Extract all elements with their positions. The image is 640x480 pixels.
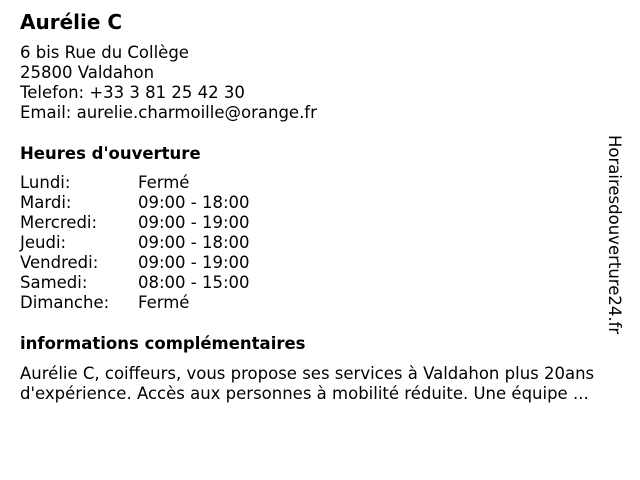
- day-label: Mardi:: [20, 193, 72, 212]
- time-value: 09:00 - 18:00: [138, 233, 250, 252]
- business-name: Aurélie C: [20, 10, 123, 34]
- time-value: Fermé: [138, 293, 190, 312]
- info-line: d'expérience. Accès aux personnes à mobilité réduite. Une équipe ...: [20, 384, 589, 403]
- email-address: Email: aurelie.charmoille@orange.fr: [20, 103, 317, 122]
- day-label: Jeudi:: [20, 233, 67, 252]
- site-watermark: Horairesdouverture24.fr: [605, 135, 624, 335]
- time-value: 08:00 - 15:00: [138, 273, 250, 292]
- city-postal: 25800 Valdahon: [20, 63, 155, 82]
- street-address: 6 bis Rue du Collège: [20, 43, 189, 62]
- info-heading: informations complémentaires: [20, 334, 306, 353]
- day-label: Samedi:: [20, 273, 88, 292]
- day-label: Lundi:: [20, 173, 71, 192]
- info-line: Aurélie C, coiffeurs, vous propose ses services à Valdahon plus 20ans: [20, 364, 595, 383]
- time-value: 09:00 - 19:00: [138, 213, 250, 232]
- phone-number: Telefon: +33 3 81 25 42 30: [20, 83, 245, 102]
- hours-heading: Heures d'ouverture: [20, 144, 201, 163]
- day-label: Vendredi:: [20, 253, 99, 272]
- day-label: Dimanche:: [20, 293, 110, 312]
- address-block: [20, 43, 317, 123]
- time-value: 09:00 - 19:00: [138, 253, 250, 272]
- info-description: [20, 364, 626, 404]
- day-label: Mercredi:: [20, 213, 98, 232]
- time-value: Fermé: [138, 173, 190, 192]
- time-value: 09:00 - 18:00: [138, 193, 250, 212]
